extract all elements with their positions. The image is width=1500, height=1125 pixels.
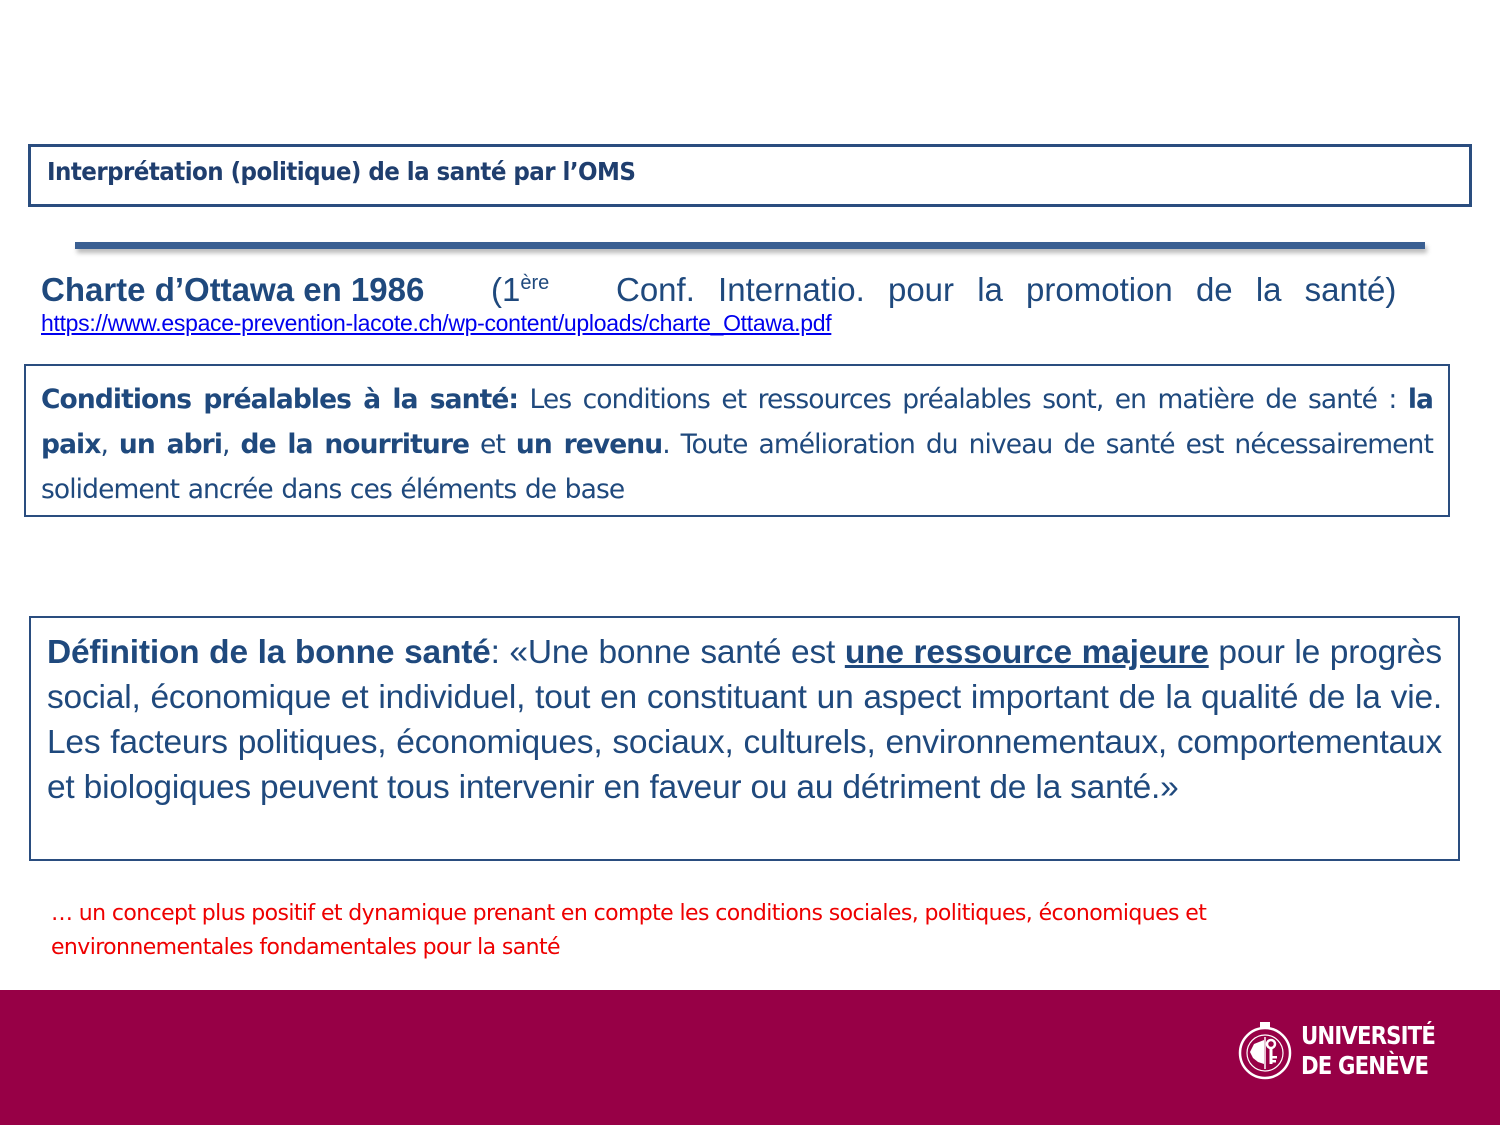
charter-pdf-link[interactable]: https://www.espace-prevention-lacote.ch/wp-content/uploads/charte_Ottawa.pdf <box>41 310 832 336</box>
definition-heading: Définition de la bonne santé <box>47 634 491 671</box>
red-note: … un concept plus positif et dynamique prenant en compte les conditions sociales, politiques, économiques et environnementales fondamentales pour la santé <box>51 901 1207 960</box>
charter-superscript: ère <box>520 272 550 294</box>
charter-heading <box>41 270 1451 310</box>
charter-section <box>41 270 1451 336</box>
conditions-heading: Conditions préalables à la santé: <box>41 384 519 415</box>
slide-title-box <box>28 144 1472 207</box>
definition-emphasis: une ressource majeure <box>844 634 1209 671</box>
slide-title: Interprétation (politique) de la santé par l’OMS <box>47 157 636 186</box>
divider-bar <box>75 242 1425 249</box>
condition-food: de la nourriture <box>240 429 470 460</box>
conditions-text: Conditions préalables à la santé: Les conditions et ressources préalables sont, en matière de santé : la paix, un abri, de la nourriture et un revenu. Toute amélioration du niveau de santé est nécessairement solidement ancrée dans ces éléments de base <box>41 384 1433 505</box>
university-logo <box>1238 1020 1459 1082</box>
conditions-box <box>24 364 1450 517</box>
definition-text: Définition de la bonne santé: «Une bonne santé est une ressource majeure pour le progrès social, économique et individuel, tout en constituant un aspect important de la qualité de la vie. Les facteurs politiques, économiques, sociaux, culturels, environnementaux, comportementaux et biologiques peuvent tous intervenir en faveur ou au détriment de la santé.» <box>47 634 1442 806</box>
charter-title: Charte d’Ottawa en 1986 <box>41 271 425 308</box>
definition-box <box>29 616 1460 861</box>
charter-subtitle: Conf. Internatio. pour la promotion de la santé) <box>616 271 1397 308</box>
condition-income: un revenu <box>515 429 663 460</box>
condition-shelter: un abri <box>118 429 223 460</box>
university-name: UNIVERSITÉ DE GENÈVE <box>1301 1021 1435 1080</box>
charter-paren: (1ère <box>491 271 550 308</box>
condition-peace: la paix <box>41 384 1433 460</box>
geneva-seal-icon <box>1238 1020 1292 1082</box>
